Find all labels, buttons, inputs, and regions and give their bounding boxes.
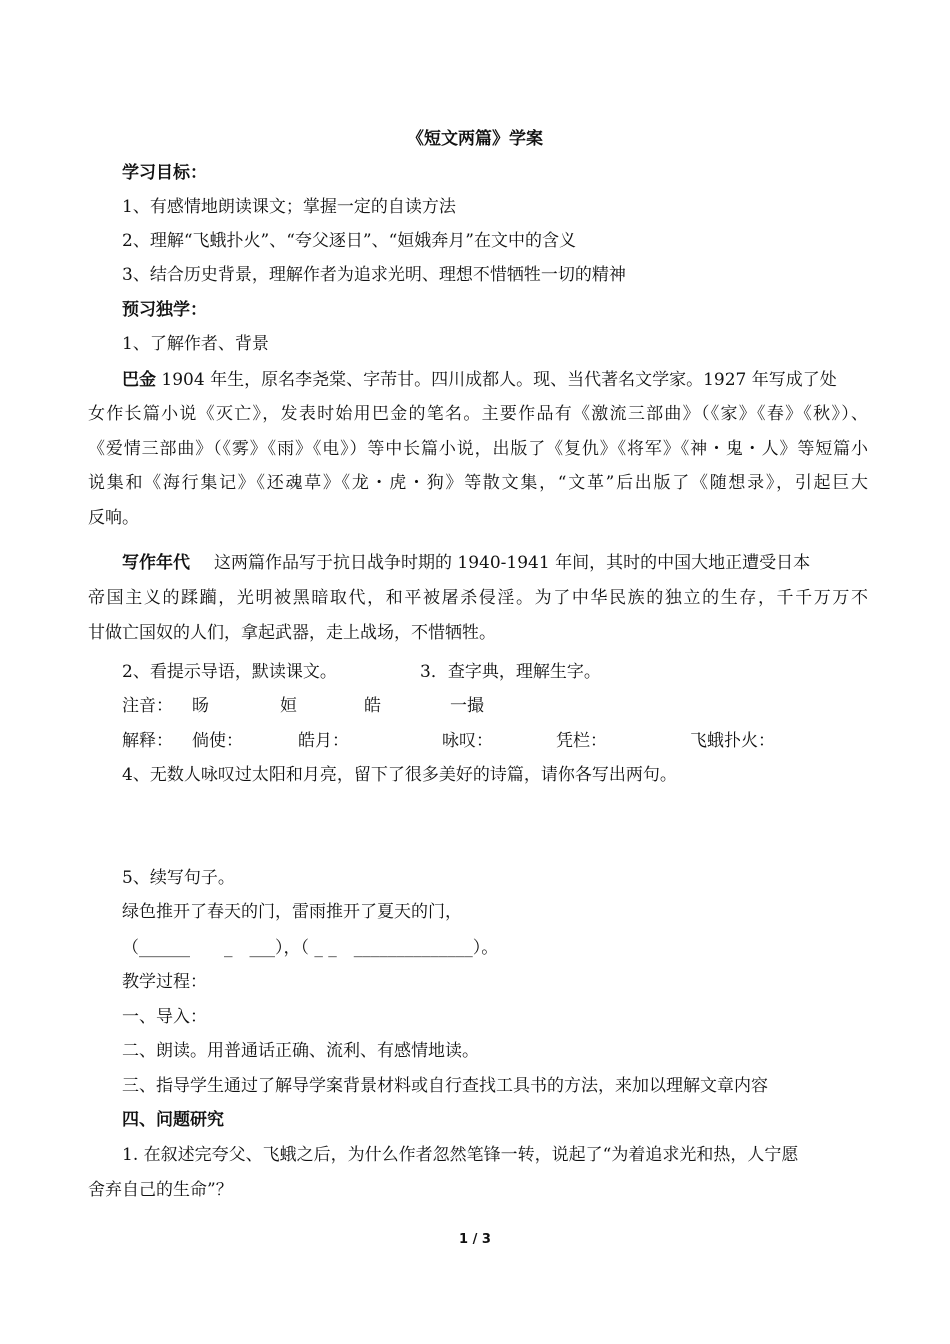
author-label: 巴金 [122, 370, 156, 390]
process-step-3: 三、指导学生通过了解导学案背景材料或自行查找工具书的方法，来加以理解文章内容 [122, 1076, 768, 1096]
preview-item-5: 5、续写句子。 [122, 868, 235, 888]
pinyin-label: 注音： [122, 696, 173, 716]
research-heading: 四、问题研究 [122, 1110, 224, 1130]
question-1-line-1: 1. 在叙述完夸父、飞蛾之后，为什么作者忽然笔锋一转，说起了“为着追求光和热，人宁愿 [122, 1145, 799, 1165]
explain-term-5: 飞蛾扑火： [690, 731, 775, 751]
objectives-heading: 学习目标： [122, 163, 207, 183]
author-paragraph-line-2: 女作长篇小说《灭亡》，发表时始用巴金的笔名。主要作品有《激流三部曲》（《家》《春》《秋》）、 [88, 404, 868, 424]
page-title: 《短文两篇》学案 [407, 129, 543, 149]
author-paragraph-line-4: 说集和《海行集记》《还魂草》《龙・虎・狗》等散文集，“文革”后出版了《随想录》，引起巨大 [88, 473, 868, 493]
era-paragraph-line-3: 甘做亡国奴的人们，拿起武器，走上战场，不惜牺牲。 [88, 623, 496, 643]
process-step-1: 一、导入： [122, 1007, 207, 1027]
objective-1: 1、有感情地朗读课文；掌握一定的自读方法 [122, 197, 456, 217]
author-paragraph-line-1 [122, 368, 868, 392]
author-paragraph-line-3: 《爱情三部曲》（《雾》《雨》《电》）等中长篇小说，出版了《复仇》《将军》《神・鬼・人》等短篇小 [88, 439, 868, 459]
author-text-1: 1904 年生，原名李尧棠、字芾甘。四川成都人。现、当代著名文学家。1927 年写成了处 [156, 370, 837, 390]
objective-2: 2、理解“飞蛾扑火”、“夸父逐日”、“姮娥奔月”在文中的含义 [122, 231, 576, 251]
explain-term-4: 凭栏： [556, 731, 607, 751]
author-paragraph-line-5: 反响。 [88, 508, 139, 528]
explain-label: 解释： [122, 731, 173, 751]
era-label: 写作年代 [122, 553, 190, 573]
explain-term-2: 皓月： [298, 731, 349, 751]
fill-in-blanks: （______ _ ___），（ _ _ ______________）。 [122, 938, 499, 958]
preview-item-4: 4、无数人咏叹过太阳和月亮，留下了很多美好的诗篇，请你各写出两句。 [122, 765, 677, 785]
continuation-sentence: 绿色推开了春天的门，雷雨推开了夏天的门， [122, 902, 462, 922]
question-1-line-2: 舍弃自己的生命”？ [88, 1180, 233, 1200]
explain-term-1: 倘使： [192, 731, 243, 751]
pinyin-char-4: 一撮 [450, 696, 484, 716]
pinyin-char-3: 皓 [364, 696, 381, 716]
page-number: 1 / 3 [459, 1232, 491, 1247]
preview-item-2: 2、看提示导语，默读课文。 [122, 662, 337, 682]
explain-term-3: 咏叹： [442, 731, 493, 751]
preview-item-3: 3．查字典，理解生字。 [420, 662, 601, 682]
preview-heading: 预习独学： [122, 300, 207, 320]
era-paragraph-line-1 [122, 551, 868, 575]
era-text-1: 这两篇作品写于抗日战争时期的 1940-1941 年间，其时的中国大地正遭受日本 [214, 553, 811, 573]
preview-item-1: 1、了解作者、背景 [122, 334, 269, 354]
pinyin-char-1: 旸 [192, 696, 209, 716]
pinyin-char-2: 姮 [280, 696, 297, 716]
era-paragraph-line-2: 帝国主义的蹂躏，光明被黑暗取代，和平被屠杀侵淫。为了中华民族的独立的生存，千千万万不 [88, 588, 868, 608]
objective-3: 3、结合历史背景，理解作者为追求光明、理想不惜牺牲一切的精神 [122, 265, 626, 285]
process-step-2: 二、朗读。用普通话正确、流利、有感情地读。 [122, 1041, 479, 1061]
process-heading: 教学过程： [122, 972, 207, 992]
